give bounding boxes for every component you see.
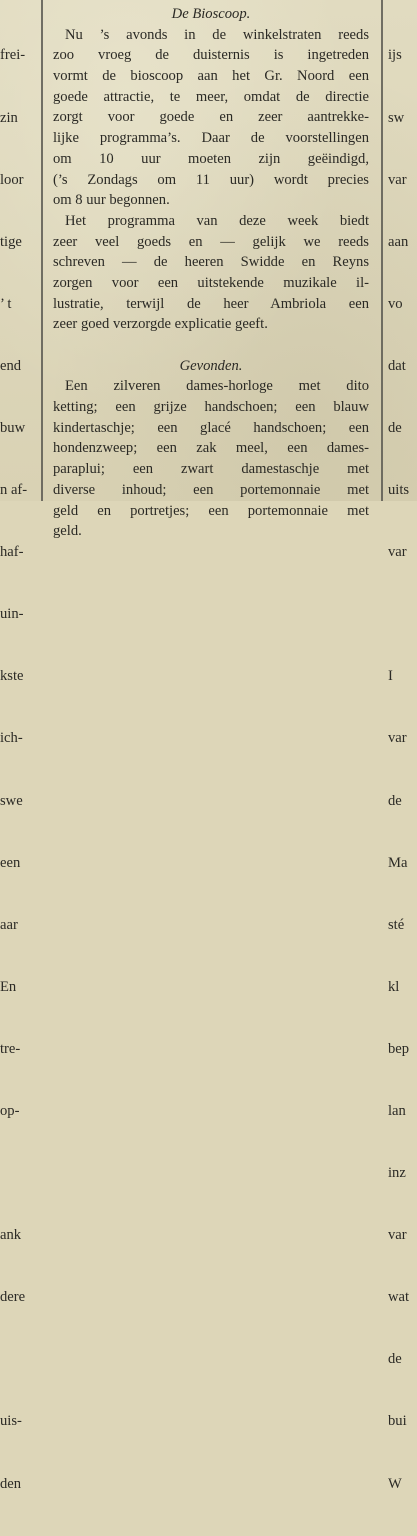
article-line: om 10 uur moeten zijn geëindigd, (53, 150, 369, 167)
column-rule-right (381, 0, 383, 501)
left-fragment: kste (0, 668, 24, 685)
right-fragment: de (388, 419, 402, 436)
left-fragment (0, 1163, 38, 1184)
left-fragment: buw (0, 419, 26, 436)
article-title-gevonden: Gevonden. (179, 357, 243, 374)
left-fragment: ank (0, 1227, 22, 1244)
article-line: goede attractie, te meer, omdat de directie (53, 88, 369, 105)
left-fragment (0, 1349, 38, 1370)
right-fragment: de (388, 1351, 402, 1368)
right-fragment: dat (388, 357, 406, 374)
article-line: Een zilveren dames-horloge met dito (65, 378, 369, 395)
article-line: zorgen voor een uitstekende muzikale il- (53, 274, 369, 291)
left-fragment: zin (0, 109, 18, 126)
left-column-fragments (0, 4, 38, 1536)
right-fragment: wat (388, 1289, 410, 1306)
left-fragment: loor (0, 171, 24, 188)
article-line: zeer goed verzorgde explicatie geeft. (53, 316, 268, 333)
right-fragment: de (388, 792, 402, 809)
left-fragment: uis- (0, 1413, 22, 1430)
left-fragment: tre- (0, 1040, 21, 1057)
main-column (53, 4, 369, 542)
column-rule-left (41, 0, 43, 501)
right-fragment: sw (388, 109, 405, 126)
right-fragment: var (388, 1227, 407, 1244)
left-fragment: En (0, 978, 17, 995)
article-title-bioscoop: De Bioscoop. (171, 6, 251, 22)
right-fragment: var (388, 171, 407, 188)
left-fragment: haf- (0, 544, 24, 561)
right-fragment: var (388, 730, 407, 747)
left-fragment: ich- (0, 730, 23, 747)
left-fragment: den (0, 1475, 22, 1492)
left-fragment: uin- (0, 606, 24, 623)
article-line: geld. (53, 523, 82, 540)
right-column-fragments (388, 4, 417, 1536)
article-line: ketting; een grijze handschoen; een blauw (53, 399, 369, 416)
article-line: om 8 uur begonnen. (53, 192, 170, 209)
right-fragment: lan (388, 1103, 406, 1119)
right-fragment: uits (388, 482, 410, 499)
article-line: zoo vroeg de duisternis is ingetreden (53, 47, 369, 64)
article-line: Het programma van deze week biedt (65, 212, 369, 229)
left-fragment: end (0, 357, 22, 374)
right-fragment: ijs (388, 47, 402, 64)
right-fragment: vo (388, 295, 403, 312)
article-line: lijke programma’s. Daar de voorstellingen (53, 130, 369, 147)
article-line: diverse inhoud; een portemonnaie met (53, 481, 369, 498)
article-line: (’s Zondags om 11 uur) wordt precies (53, 171, 369, 188)
right-fragment (388, 604, 417, 625)
article-line: vormt de bioscoop aan het Gr. Noord een (53, 68, 369, 85)
left-fragment: aar (0, 916, 18, 933)
right-fragment: I (388, 668, 393, 685)
right-fragment: inz (388, 1165, 406, 1182)
article-line: paraplui; een zwart damestaschje met (53, 461, 369, 478)
article-line: zorgt voor goede en zeer aantrekke- (53, 109, 369, 126)
article-line: geld en portretjes; een portemonnaie met (53, 502, 369, 519)
left-fragment: een (0, 854, 21, 871)
left-fragment: op- (0, 1103, 20, 1119)
left-fragment: dere (0, 1289, 26, 1306)
article-line: Nu ’s avonds in de winkelstraten reeds (65, 26, 369, 43)
article-line: lustratie, terwijl de heer Ambriola een (53, 295, 369, 312)
right-fragment: Ma (388, 854, 408, 871)
left-fragment: tige (0, 233, 22, 250)
right-fragment: sté (388, 916, 405, 933)
right-fragment: kl (388, 978, 400, 995)
article-line: schreven — de heeren Swidde en Reyns (53, 254, 369, 271)
article-line: hondenzweep; een zak meel, een dames- (53, 440, 369, 457)
right-fragment: var (388, 544, 407, 561)
left-fragment: swe (0, 792, 23, 809)
article-line: zeer veel goeds en — gelijk we reeds (53, 233, 369, 250)
left-fragment: frei- (0, 47, 26, 64)
right-fragment: bep (388, 1040, 410, 1057)
right-fragment: aan (388, 233, 409, 250)
left-fragment: ’ t (0, 295, 12, 312)
article-line: kindertaschje; een glacé handschoen; een (53, 419, 369, 436)
right-fragment: W (388, 1475, 402, 1492)
left-fragment: n af- (0, 482, 28, 499)
right-fragment: bui (388, 1413, 407, 1430)
